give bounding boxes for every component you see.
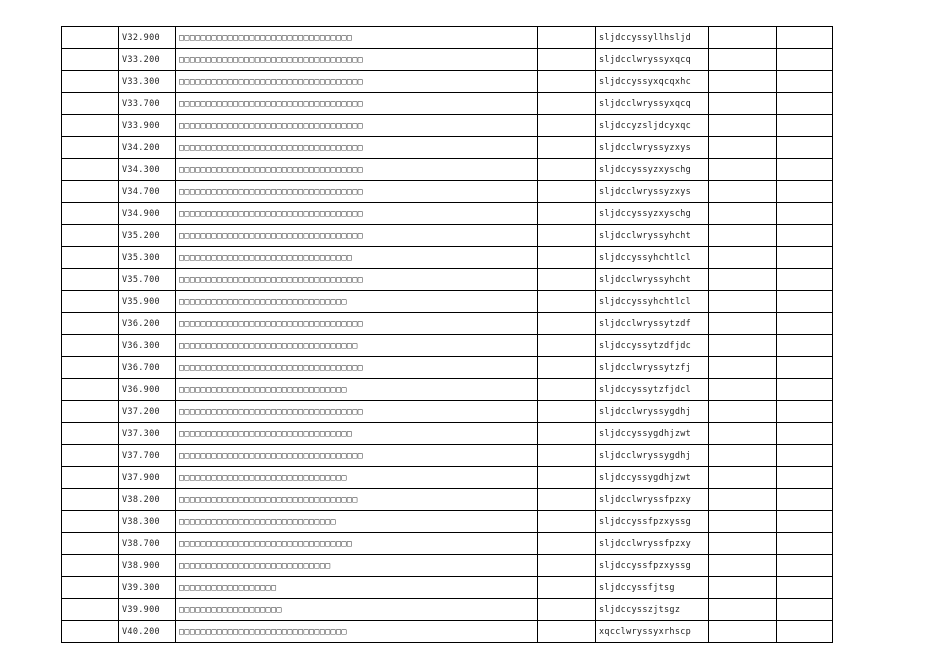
- table-row: [62, 621, 833, 643]
- spreadsheet: [61, 26, 833, 643]
- description-cell[interactable]: □□□□□□□□□□□□□□□□□□□□□□□□□□□□□□□□□□: [176, 137, 538, 159]
- code-cell[interactable]: V34.300: [119, 159, 176, 181]
- blank-cell[interactable]: [62, 291, 119, 313]
- table-row: [62, 27, 833, 49]
- code-cell[interactable]: V37.900: [119, 467, 176, 489]
- blank-cell[interactable]: [709, 379, 777, 401]
- key-cell[interactable]: sljdccyssyllhsljd: [596, 27, 709, 49]
- description-cell[interactable]: □□□□□□□□□□□□□□□□□□□□□□□□□□□□□□□□□□: [176, 71, 538, 93]
- code-cell[interactable]: V34.700: [119, 181, 176, 203]
- blank-cell[interactable]: [538, 401, 596, 423]
- description-cell[interactable]: □□□□□□□□□□□□□□□□□□□□□□□□□□□□□□□□□□: [176, 203, 538, 225]
- blank-cell[interactable]: [62, 225, 119, 247]
- blank-cell[interactable]: [62, 357, 119, 379]
- blank-cell[interactable]: [777, 137, 833, 159]
- key-cell[interactable]: sljdccyssyhchtlcl: [596, 247, 709, 269]
- key-cell[interactable]: sljdcclwryssytzfj: [596, 357, 709, 379]
- description-cell[interactable]: □□□□□□□□□□□□□□□□□□□□□□□□□□□□□□□: [176, 467, 538, 489]
- blank-cell[interactable]: [709, 115, 777, 137]
- blank-cell[interactable]: [538, 313, 596, 335]
- blank-cell[interactable]: [709, 467, 777, 489]
- blank-cell[interactable]: [538, 533, 596, 555]
- description-cell[interactable]: □□□□□□□□□□□□□□□□□□□□□□□□□□□□□□□□□□: [176, 269, 538, 291]
- blank-cell[interactable]: [777, 269, 833, 291]
- blank-cell[interactable]: [709, 555, 777, 577]
- blank-cell[interactable]: [709, 203, 777, 225]
- blank-cell[interactable]: [777, 203, 833, 225]
- table-row: [62, 577, 833, 599]
- blank-cell[interactable]: [538, 379, 596, 401]
- table-row: [62, 335, 833, 357]
- table-row: [62, 423, 833, 445]
- blank-cell[interactable]: [538, 269, 596, 291]
- blank-cell[interactable]: [538, 159, 596, 181]
- blank-cell[interactable]: [538, 247, 596, 269]
- code-cell[interactable]: V35.200: [119, 225, 176, 247]
- blank-cell[interactable]: [538, 357, 596, 379]
- table-row: [62, 225, 833, 247]
- blank-cell[interactable]: [538, 27, 596, 49]
- table-row: [62, 137, 833, 159]
- description-cell[interactable]: □□□□□□□□□□□□□□□□□□□□□□□□□□□□□□□□□□: [176, 49, 538, 71]
- key-cell[interactable]: sljdcclwryssyhcht: [596, 269, 709, 291]
- blank-cell[interactable]: [538, 335, 596, 357]
- blank-cell[interactable]: [709, 71, 777, 93]
- blank-cell[interactable]: [62, 137, 119, 159]
- key-cell[interactable]: sljdcclwryssfpzxy: [596, 533, 709, 555]
- key-cell[interactable]: sljdccyssyzxyschg: [596, 203, 709, 225]
- code-cell[interactable]: V38.900: [119, 555, 176, 577]
- description-cell[interactable]: □□□□□□□□□□□□□□□□□□: [176, 577, 538, 599]
- description-cell[interactable]: □□□□□□□□□□□□□□□□□□□: [176, 599, 538, 621]
- blank-cell[interactable]: [777, 621, 833, 643]
- description-cell[interactable]: □□□□□□□□□□□□□□□□□□□□□□□□□□□□□□□: [176, 379, 538, 401]
- blank-cell[interactable]: [709, 423, 777, 445]
- code-cell[interactable]: V33.200: [119, 49, 176, 71]
- blank-cell[interactable]: [777, 423, 833, 445]
- blank-cell[interactable]: [62, 599, 119, 621]
- blank-cell[interactable]: [709, 599, 777, 621]
- blank-cell[interactable]: [62, 577, 119, 599]
- table-row: [62, 555, 833, 577]
- blank-cell[interactable]: [538, 181, 596, 203]
- code-cell[interactable]: V38.700: [119, 533, 176, 555]
- blank-cell[interactable]: [709, 621, 777, 643]
- blank-cell[interactable]: [62, 533, 119, 555]
- blank-cell[interactable]: [777, 71, 833, 93]
- data-table: [61, 26, 833, 643]
- blank-cell[interactable]: [777, 115, 833, 137]
- table-row: [62, 93, 833, 115]
- blank-cell[interactable]: [538, 577, 596, 599]
- blank-cell[interactable]: [709, 401, 777, 423]
- description-cell[interactable]: □□□□□□□□□□□□□□□□□□□□□□□□□□□□□□□□□□: [176, 159, 538, 181]
- table-row: [62, 49, 833, 71]
- code-cell[interactable]: V35.900: [119, 291, 176, 313]
- blank-cell[interactable]: [538, 511, 596, 533]
- table-row: [62, 71, 833, 93]
- blank-cell[interactable]: [62, 555, 119, 577]
- table-row: [62, 181, 833, 203]
- blank-cell[interactable]: [62, 621, 119, 643]
- blank-cell[interactable]: [538, 115, 596, 137]
- blank-cell[interactable]: [777, 357, 833, 379]
- blank-cell[interactable]: [62, 159, 119, 181]
- code-cell[interactable]: V37.300: [119, 423, 176, 445]
- blank-cell[interactable]: [62, 115, 119, 137]
- table-row: [62, 489, 833, 511]
- description-cell[interactable]: □□□□□□□□□□□□□□□□□□□□□□□□□□□□: [176, 555, 538, 577]
- description-cell[interactable]: □□□□□□□□□□□□□□□□□□□□□□□□□□□□□□□□□□: [176, 93, 538, 115]
- blank-cell[interactable]: [62, 27, 119, 49]
- code-cell[interactable]: V36.200: [119, 313, 176, 335]
- blank-cell[interactable]: [709, 49, 777, 71]
- blank-cell[interactable]: [777, 445, 833, 467]
- code-cell[interactable]: V38.300: [119, 511, 176, 533]
- blank-cell[interactable]: [62, 247, 119, 269]
- key-cell[interactable]: sljdcclwryssygdhj: [596, 401, 709, 423]
- description-cell[interactable]: □□□□□□□□□□□□□□□□□□□□□□□□□□□□□□□□□□: [176, 115, 538, 137]
- code-cell[interactable]: V35.700: [119, 269, 176, 291]
- blank-cell[interactable]: [538, 555, 596, 577]
- blank-cell[interactable]: [777, 159, 833, 181]
- blank-cell[interactable]: [538, 137, 596, 159]
- blank-cell[interactable]: [709, 335, 777, 357]
- table-row: [62, 313, 833, 335]
- blank-cell[interactable]: [777, 313, 833, 335]
- blank-cell[interactable]: [62, 445, 119, 467]
- key-cell[interactable]: sljdccyssyxqcqxhc: [596, 71, 709, 93]
- description-cell[interactable]: □□□□□□□□□□□□□□□□□□□□□□□□□□□□□□□□: [176, 247, 538, 269]
- code-cell[interactable]: V37.200: [119, 401, 176, 423]
- description-cell[interactable]: □□□□□□□□□□□□□□□□□□□□□□□□□□□□□□□□: [176, 533, 538, 555]
- blank-cell[interactable]: [709, 269, 777, 291]
- blank-cell[interactable]: [709, 27, 777, 49]
- key-cell[interactable]: sljdcclwryssyhcht: [596, 225, 709, 247]
- blank-cell[interactable]: [62, 423, 119, 445]
- description-cell[interactable]: □□□□□□□□□□□□□□□□□□□□□□□□□□□□□□□: [176, 621, 538, 643]
- code-cell[interactable]: V34.900: [119, 203, 176, 225]
- code-cell[interactable]: V32.900: [119, 27, 176, 49]
- key-cell[interactable]: sljdcclwryssyzxys: [596, 137, 709, 159]
- key-cell[interactable]: sljdcclwryssyzxys: [596, 181, 709, 203]
- key-cell[interactable]: sljdccyssyzxyschg: [596, 159, 709, 181]
- table-row: [62, 357, 833, 379]
- description-cell[interactable]: □□□□□□□□□□□□□□□□□□□□□□□□□□□□□□□□□□: [176, 357, 538, 379]
- blank-cell[interactable]: [777, 27, 833, 49]
- blank-cell[interactable]: [62, 49, 119, 71]
- blank-cell[interactable]: [777, 467, 833, 489]
- blank-cell[interactable]: [709, 533, 777, 555]
- key-cell[interactable]: sljdccyssygdhjzwt: [596, 467, 709, 489]
- blank-cell[interactable]: [709, 137, 777, 159]
- table-row: [62, 159, 833, 181]
- blank-cell[interactable]: [777, 489, 833, 511]
- blank-cell[interactable]: [709, 577, 777, 599]
- blank-cell[interactable]: [62, 71, 119, 93]
- code-cell[interactable]: V39.300: [119, 577, 176, 599]
- table-row: [62, 445, 833, 467]
- code-cell[interactable]: V33.300: [119, 71, 176, 93]
- blank-cell[interactable]: [62, 93, 119, 115]
- description-cell[interactable]: □□□□□□□□□□□□□□□□□□□□□□□□□□□□□□□□□□: [176, 313, 538, 335]
- blank-cell[interactable]: [709, 313, 777, 335]
- blank-cell[interactable]: [538, 71, 596, 93]
- description-cell[interactable]: □□□□□□□□□□□□□□□□□□□□□□□□□□□□□□□□□□: [176, 401, 538, 423]
- blank-cell[interactable]: [62, 335, 119, 357]
- code-cell[interactable]: V36.300: [119, 335, 176, 357]
- code-cell[interactable]: V33.900: [119, 115, 176, 137]
- blank-cell[interactable]: [62, 467, 119, 489]
- blank-cell[interactable]: [709, 511, 777, 533]
- blank-cell[interactable]: [538, 445, 596, 467]
- blank-cell[interactable]: [62, 511, 119, 533]
- key-cell[interactable]: sljdcclwryssyxqcq: [596, 49, 709, 71]
- description-cell[interactable]: □□□□□□□□□□□□□□□□□□□□□□□□□□□□□□□□□: [176, 489, 538, 511]
- blank-cell[interactable]: [777, 291, 833, 313]
- blank-cell[interactable]: [62, 379, 119, 401]
- code-cell[interactable]: V36.900: [119, 379, 176, 401]
- key-cell[interactable]: sljdccyssfpzxyssg: [596, 511, 709, 533]
- key-cell[interactable]: sljdcclwryssfpzxy: [596, 489, 709, 511]
- table-row: [62, 291, 833, 313]
- blank-cell[interactable]: [538, 423, 596, 445]
- blank-cell[interactable]: [62, 269, 119, 291]
- blank-cell[interactable]: [538, 203, 596, 225]
- blank-cell[interactable]: [777, 533, 833, 555]
- blank-cell[interactable]: [709, 357, 777, 379]
- key-cell[interactable]: sljdccysszjtsgz: [596, 599, 709, 621]
- blank-cell[interactable]: [62, 489, 119, 511]
- table-row: [62, 533, 833, 555]
- code-cell[interactable]: V35.300: [119, 247, 176, 269]
- code-cell[interactable]: V36.700: [119, 357, 176, 379]
- blank-cell[interactable]: [709, 181, 777, 203]
- blank-cell[interactable]: [777, 577, 833, 599]
- key-cell[interactable]: sljdccyssytzfjdcl: [596, 379, 709, 401]
- description-cell[interactable]: □□□□□□□□□□□□□□□□□□□□□□□□□□□□□□□□□□: [176, 445, 538, 467]
- code-cell[interactable]: V40.200: [119, 621, 176, 643]
- blank-cell[interactable]: [777, 555, 833, 577]
- key-cell[interactable]: sljdccyssytzdfjdc: [596, 335, 709, 357]
- table-body: [62, 27, 833, 643]
- table-row: [62, 115, 833, 137]
- blank-cell[interactable]: [709, 445, 777, 467]
- blank-cell[interactable]: [538, 467, 596, 489]
- blank-cell[interactable]: [777, 401, 833, 423]
- blank-cell[interactable]: [709, 225, 777, 247]
- key-cell[interactable]: sljdcclwryssytzdf: [596, 313, 709, 335]
- table-row: [62, 599, 833, 621]
- key-cell[interactable]: sljdccyssygdhjzwt: [596, 423, 709, 445]
- table-row: [62, 401, 833, 423]
- blank-cell[interactable]: [777, 93, 833, 115]
- table-row: [62, 269, 833, 291]
- blank-cell[interactable]: [777, 49, 833, 71]
- key-cell[interactable]: sljdccyzsljdcyxqc: [596, 115, 709, 137]
- table-row: [62, 467, 833, 489]
- description-cell[interactable]: □□□□□□□□□□□□□□□□□□□□□□□□□□□□□□□: [176, 291, 538, 313]
- description-cell[interactable]: □□□□□□□□□□□□□□□□□□□□□□□□□□□□□: [176, 511, 538, 533]
- blank-cell[interactable]: [538, 621, 596, 643]
- blank-cell[interactable]: [62, 313, 119, 335]
- blank-cell[interactable]: [777, 181, 833, 203]
- code-cell[interactable]: V33.700: [119, 93, 176, 115]
- key-cell[interactable]: xqcclwryssyxrhscp: [596, 621, 709, 643]
- blank-cell[interactable]: [777, 247, 833, 269]
- table-row: [62, 203, 833, 225]
- blank-cell[interactable]: [709, 93, 777, 115]
- description-cell[interactable]: □□□□□□□□□□□□□□□□□□□□□□□□□□□□□□□□□□: [176, 181, 538, 203]
- key-cell[interactable]: sljdccyssfpzxyssg: [596, 555, 709, 577]
- blank-cell[interactable]: [538, 93, 596, 115]
- key-cell[interactable]: sljdccyssyhchtlcl: [596, 291, 709, 313]
- description-cell[interactable]: □□□□□□□□□□□□□□□□□□□□□□□□□□□□□□□□: [176, 423, 538, 445]
- blank-cell[interactable]: [709, 291, 777, 313]
- key-cell[interactable]: sljdccyssfjtsg: [596, 577, 709, 599]
- blank-cell[interactable]: [777, 599, 833, 621]
- blank-cell[interactable]: [777, 511, 833, 533]
- description-cell[interactable]: □□□□□□□□□□□□□□□□□□□□□□□□□□□□□□□□□: [176, 335, 538, 357]
- blank-cell[interactable]: [709, 159, 777, 181]
- table-row: [62, 247, 833, 269]
- blank-cell[interactable]: [777, 225, 833, 247]
- blank-cell[interactable]: [538, 489, 596, 511]
- code-cell[interactable]: V38.200: [119, 489, 176, 511]
- blank-cell[interactable]: [777, 379, 833, 401]
- code-cell[interactable]: V39.900: [119, 599, 176, 621]
- description-cell[interactable]: □□□□□□□□□□□□□□□□□□□□□□□□□□□□□□□□: [176, 27, 538, 49]
- blank-cell[interactable]: [62, 401, 119, 423]
- key-cell[interactable]: sljdcclwryssygdhj: [596, 445, 709, 467]
- key-cell[interactable]: sljdcclwryssyxqcq: [596, 93, 709, 115]
- blank-cell[interactable]: [709, 247, 777, 269]
- blank-cell[interactable]: [777, 335, 833, 357]
- blank-cell[interactable]: [538, 599, 596, 621]
- code-cell[interactable]: V34.200: [119, 137, 176, 159]
- blank-cell[interactable]: [538, 49, 596, 71]
- blank-cell[interactable]: [538, 225, 596, 247]
- blank-cell[interactable]: [709, 489, 777, 511]
- code-cell[interactable]: V37.700: [119, 445, 176, 467]
- blank-cell[interactable]: [62, 203, 119, 225]
- table-row: [62, 379, 833, 401]
- blank-cell[interactable]: [538, 291, 596, 313]
- table-row: [62, 511, 833, 533]
- blank-cell[interactable]: [62, 181, 119, 203]
- description-cell[interactable]: □□□□□□□□□□□□□□□□□□□□□□□□□□□□□□□□□□: [176, 225, 538, 247]
